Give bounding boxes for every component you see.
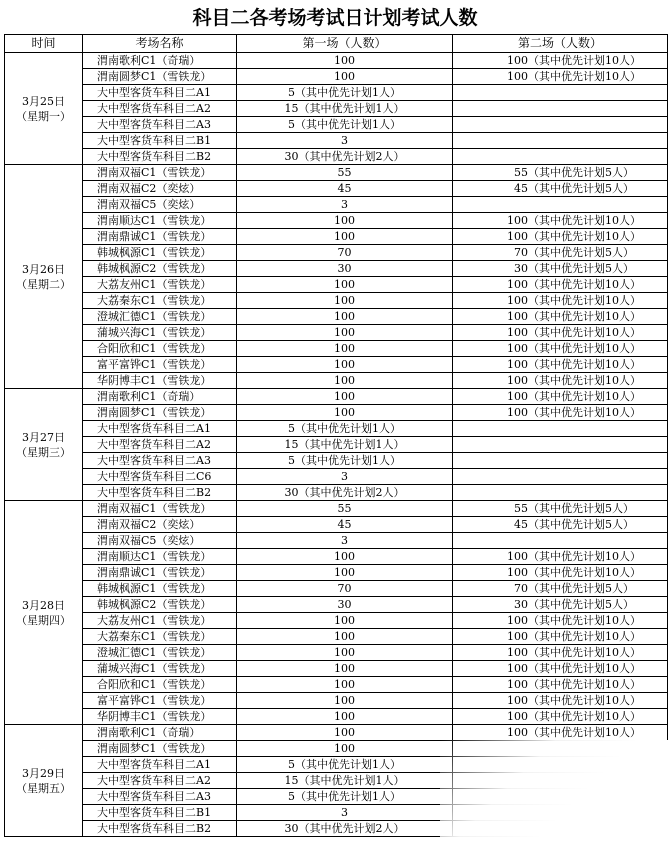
session-1-cell: 100 <box>237 53 453 69</box>
page-title: 科目二各考场考试日计划考试人数 <box>192 7 478 29</box>
table-row <box>5 725 668 741</box>
date-label: 3月28日 <box>22 598 65 612</box>
torn-edge-fade <box>440 740 670 841</box>
table-row <box>5 645 668 661</box>
session-1-cell: 5（其中优先计划1人） <box>237 85 453 101</box>
session-2-cell: 30（其中优先计划5人） <box>453 261 668 277</box>
table-row <box>5 661 668 677</box>
session-2-cell <box>453 437 668 453</box>
session-1-cell: 3 <box>237 133 453 149</box>
session-1-cell: 100 <box>237 213 453 229</box>
session-2-cell: 100（其中优先计划10人） <box>453 325 668 341</box>
session-1-cell: 5（其中优先计划1人） <box>237 453 453 469</box>
venue-cell: 渭南鼎诚C1（雪铁龙） <box>83 565 237 581</box>
session-2-cell <box>453 533 668 549</box>
session-2-cell: 100（其中优先计划10人） <box>453 229 668 245</box>
session-2-cell: 100（其中优先计划10人） <box>453 725 668 741</box>
session-2-cell <box>453 421 668 437</box>
venue-cell: 大中型客货车科目二A2 <box>83 773 237 789</box>
table-row <box>5 357 668 373</box>
session-2-cell: 45（其中优先计划5人） <box>453 181 668 197</box>
venue-cell: 渭南双福C1（雪铁龙） <box>83 501 237 517</box>
weekday-label: （星期五） <box>16 781 71 795</box>
table-row <box>5 101 668 117</box>
session-1-cell: 30（其中优先计划2人） <box>237 821 453 837</box>
session-2-cell: 100（其中优先计划10人） <box>453 629 668 645</box>
session-2-cell: 55（其中优先计划5人） <box>453 165 668 181</box>
session-1-cell: 3 <box>237 533 453 549</box>
exam-schedule-table <box>4 34 668 837</box>
venue-cell: 合阳欣和C1（雪铁龙） <box>83 677 237 693</box>
session-1-cell: 100 <box>237 613 453 629</box>
table-row <box>5 613 668 629</box>
venue-cell: 渭南歌利C1（奇瑞） <box>83 725 237 741</box>
session-1-cell: 100 <box>237 693 453 709</box>
venue-cell: 大中型客货车科目二B1 <box>83 133 237 149</box>
venue-cell: 大中型客货车科目二A3 <box>83 453 237 469</box>
session-1-cell: 30 <box>237 261 453 277</box>
session-2-cell: 100（其中优先计划10人） <box>453 709 668 725</box>
session-1-cell: 5（其中优先计划1人） <box>237 117 453 133</box>
session-2-cell: 100（其中优先计划10人） <box>453 69 668 85</box>
session-1-cell: 100 <box>237 389 453 405</box>
table-row <box>5 469 668 485</box>
session-1-cell: 100 <box>237 629 453 645</box>
venue-cell: 大荔秦东C1（雪铁龙） <box>83 629 237 645</box>
session-1-cell: 100 <box>237 277 453 293</box>
table-row <box>5 501 668 517</box>
venue-cell: 华阴博丰C1（雪铁龙） <box>83 709 237 725</box>
table-body <box>5 53 668 837</box>
session-2-cell: 100（其中优先计划10人） <box>453 213 668 229</box>
session-1-cell: 100 <box>237 661 453 677</box>
table-row <box>5 341 668 357</box>
venue-cell: 大中型客货车科目二A1 <box>83 757 237 773</box>
session-2-cell <box>453 101 668 117</box>
session-1-cell: 100 <box>237 293 453 309</box>
session-1-cell: 55 <box>237 501 453 517</box>
venue-cell: 富平富铧C1（雪铁龙） <box>83 693 237 709</box>
session-1-cell: 15（其中优先计划1人） <box>237 101 453 117</box>
header-venue: 考场名称 <box>83 35 237 53</box>
session-1-cell: 100 <box>237 565 453 581</box>
venue-cell: 蒲城兴海C1（雪铁龙） <box>83 325 237 341</box>
session-1-cell: 55 <box>237 165 453 181</box>
table-row <box>5 405 668 421</box>
header-time: 时间 <box>5 35 83 53</box>
venue-cell: 渭南圆梦C1（雪铁龙） <box>83 741 237 757</box>
table-row <box>5 85 668 101</box>
table-row <box>5 149 668 165</box>
venue-cell: 澄城汇德C1（雪铁龙） <box>83 645 237 661</box>
venue-cell: 大荔友州C1（雪铁龙） <box>83 613 237 629</box>
table-row <box>5 549 668 565</box>
weekday-label: （星期三） <box>16 445 71 459</box>
venue-cell: 韩城枫源C1（雪铁龙） <box>83 245 237 261</box>
session-1-cell: 45 <box>237 517 453 533</box>
table-row <box>5 229 668 245</box>
session-1-cell: 70 <box>237 245 453 261</box>
session-1-cell: 100 <box>237 549 453 565</box>
table-row <box>5 693 668 709</box>
session-2-cell: 100（其中优先计划10人） <box>453 645 668 661</box>
table-row <box>5 453 668 469</box>
session-2-cell: 45（其中优先计划5人） <box>453 517 668 533</box>
venue-cell: 大中型客货车科目二A2 <box>83 101 237 117</box>
venue-cell: 渭南圆梦C1（雪铁龙） <box>83 405 237 421</box>
session-2-cell <box>453 133 668 149</box>
date-label: 3月29日 <box>22 766 65 780</box>
date-cell <box>5 165 83 389</box>
venue-cell: 渭南双福C2（奕炫） <box>83 181 237 197</box>
table-row <box>5 565 668 581</box>
venue-cell: 韩城枫源C1（雪铁龙） <box>83 581 237 597</box>
table-row <box>5 261 668 277</box>
venue-cell: 韩城枫源C2（雪铁龙） <box>83 597 237 613</box>
session-2-cell: 100（其中优先计划10人） <box>453 549 668 565</box>
session-1-cell: 100 <box>237 709 453 725</box>
table-row <box>5 517 668 533</box>
session-2-cell <box>453 85 668 101</box>
session-1-cell: 100 <box>237 69 453 85</box>
venue-cell: 大荔友州C1（雪铁龙） <box>83 277 237 293</box>
session-2-cell: 100（其中优先计划10人） <box>453 405 668 421</box>
table-row <box>5 53 668 69</box>
session-2-cell: 100（其中优先计划10人） <box>453 357 668 373</box>
session-2-cell: 100（其中优先计划10人） <box>453 293 668 309</box>
table-row <box>5 677 668 693</box>
venue-cell: 渭南歌利C1（奇瑞） <box>83 53 237 69</box>
session-2-cell: 70（其中优先计划5人） <box>453 581 668 597</box>
table-row <box>5 117 668 133</box>
session-1-cell: 15（其中优先计划1人） <box>237 773 453 789</box>
venue-cell: 韩城枫源C2（雪铁龙） <box>83 261 237 277</box>
venue-cell: 合阳欣和C1（雪铁龙） <box>83 341 237 357</box>
session-1-cell: 45 <box>237 181 453 197</box>
table-row <box>5 389 668 405</box>
venue-cell: 渭南顺达C1（雪铁龙） <box>83 213 237 229</box>
session-1-cell: 5（其中优先计划1人） <box>237 789 453 805</box>
session-2-cell: 100（其中优先计划10人） <box>453 277 668 293</box>
session-2-cell: 70（其中优先计划5人） <box>453 245 668 261</box>
weekday-label: （星期一） <box>16 109 71 123</box>
header-session-2: 第二场（人数） <box>453 35 668 53</box>
session-2-cell: 100（其中优先计划10人） <box>453 565 668 581</box>
date-cell <box>5 53 83 165</box>
session-2-cell: 100（其中优先计划10人） <box>453 309 668 325</box>
table-row <box>5 485 668 501</box>
session-1-cell: 100 <box>237 405 453 421</box>
table-row <box>5 629 668 645</box>
session-2-cell <box>453 453 668 469</box>
venue-cell: 渭南双福C5（奕炫） <box>83 197 237 213</box>
session-2-cell: 55（其中优先计划5人） <box>453 501 668 517</box>
venue-cell: 渭南双福C1（雪铁龙） <box>83 165 237 181</box>
table-row <box>5 277 668 293</box>
session-2-cell: 30（其中优先计划5人） <box>453 597 668 613</box>
session-1-cell: 100 <box>237 373 453 389</box>
session-1-cell: 5（其中优先计划1人） <box>237 757 453 773</box>
table-row <box>5 597 668 613</box>
session-1-cell: 30 <box>237 597 453 613</box>
session-2-cell: 100（其中优先计划10人） <box>453 613 668 629</box>
venue-cell: 大中型客货车科目二A3 <box>83 117 237 133</box>
table-row <box>5 437 668 453</box>
venue-cell: 蒲城兴海C1（雪铁龙） <box>83 661 237 677</box>
session-1-cell: 3 <box>237 197 453 213</box>
session-2-cell: 100（其中优先计划10人） <box>453 341 668 357</box>
session-1-cell: 5（其中优先计划1人） <box>237 421 453 437</box>
session-1-cell: 100 <box>237 357 453 373</box>
venue-cell: 大中型客货车科目二B1 <box>83 805 237 821</box>
venue-cell: 大中型客货车科目二A1 <box>83 85 237 101</box>
session-2-cell: 100（其中优先计划10人） <box>453 373 668 389</box>
header-session-1: 第一场（人数） <box>237 35 453 53</box>
table-row <box>5 293 668 309</box>
session-1-cell: 100 <box>237 309 453 325</box>
session-1-cell: 30（其中优先计划2人） <box>237 485 453 501</box>
venue-cell: 大中型客货车科目二B2 <box>83 149 237 165</box>
session-2-cell <box>453 197 668 213</box>
session-2-cell: 100（其中优先计划10人） <box>453 677 668 693</box>
table-row <box>5 69 668 85</box>
session-2-cell <box>453 117 668 133</box>
table-row <box>5 245 668 261</box>
session-1-cell: 100 <box>237 645 453 661</box>
table-row <box>5 197 668 213</box>
header-row <box>5 35 668 53</box>
venue-cell: 华阴博丰C1（雪铁龙） <box>83 373 237 389</box>
date-label: 3月25日 <box>22 94 65 108</box>
venue-cell: 大中型客货车科目二C6 <box>83 469 237 485</box>
session-2-cell <box>453 485 668 501</box>
session-2-cell <box>453 149 668 165</box>
session-1-cell: 100 <box>237 341 453 357</box>
venue-cell: 大中型客货车科目二A3 <box>83 789 237 805</box>
session-1-cell: 70 <box>237 581 453 597</box>
session-2-cell <box>453 469 668 485</box>
session-1-cell: 3 <box>237 469 453 485</box>
session-1-cell: 100 <box>237 725 453 741</box>
date-label: 3月26日 <box>22 262 65 276</box>
table-row <box>5 309 668 325</box>
date-cell <box>5 725 83 837</box>
session-1-cell: 100 <box>237 325 453 341</box>
date-label: 3月27日 <box>22 430 65 444</box>
weekday-label: （星期二） <box>16 277 71 291</box>
date-cell <box>5 389 83 501</box>
table-row <box>5 181 668 197</box>
venue-cell: 大中型客货车科目二B2 <box>83 821 237 837</box>
session-1-cell: 15（其中优先计划1人） <box>237 437 453 453</box>
venue-cell: 大中型客货车科目二A2 <box>83 437 237 453</box>
table-row <box>5 421 668 437</box>
venue-cell: 澄城汇德C1（雪铁龙） <box>83 309 237 325</box>
session-1-cell: 100 <box>237 229 453 245</box>
table-row <box>5 213 668 229</box>
session-1-cell: 3 <box>237 805 453 821</box>
venue-cell: 渭南歌利C1（奇瑞） <box>83 389 237 405</box>
table-row <box>5 533 668 549</box>
session-2-cell: 100（其中优先计划10人） <box>453 389 668 405</box>
session-2-cell: 100（其中优先计划10人） <box>453 661 668 677</box>
date-cell <box>5 501 83 725</box>
table-row <box>5 581 668 597</box>
venue-cell: 大中型客货车科目二A1 <box>83 421 237 437</box>
session-1-cell: 100 <box>237 677 453 693</box>
venue-cell: 渭南圆梦C1（雪铁龙） <box>83 69 237 85</box>
table-row <box>5 165 668 181</box>
session-1-cell: 100 <box>237 741 453 757</box>
venue-cell: 渭南顺达C1（雪铁龙） <box>83 549 237 565</box>
table-row <box>5 709 668 725</box>
table-row <box>5 373 668 389</box>
venue-cell: 渭南双福C2（奕炫） <box>83 517 237 533</box>
venue-cell: 大中型客货车科目二B2 <box>83 485 237 501</box>
session-2-cell: 100（其中优先计划10人） <box>453 53 668 69</box>
table-row <box>5 133 668 149</box>
venue-cell: 富平富铧C1（雪铁龙） <box>83 357 237 373</box>
table-row <box>5 325 668 341</box>
venue-cell: 渭南双福C5（奕炫） <box>83 533 237 549</box>
session-2-cell: 100（其中优先计划10人） <box>453 693 668 709</box>
session-1-cell: 30（其中优先计划2人） <box>237 149 453 165</box>
venue-cell: 大荔秦东C1（雪铁龙） <box>83 293 237 309</box>
venue-cell: 渭南鼎诚C1（雪铁龙） <box>83 229 237 245</box>
weekday-label: （星期四） <box>16 613 71 627</box>
